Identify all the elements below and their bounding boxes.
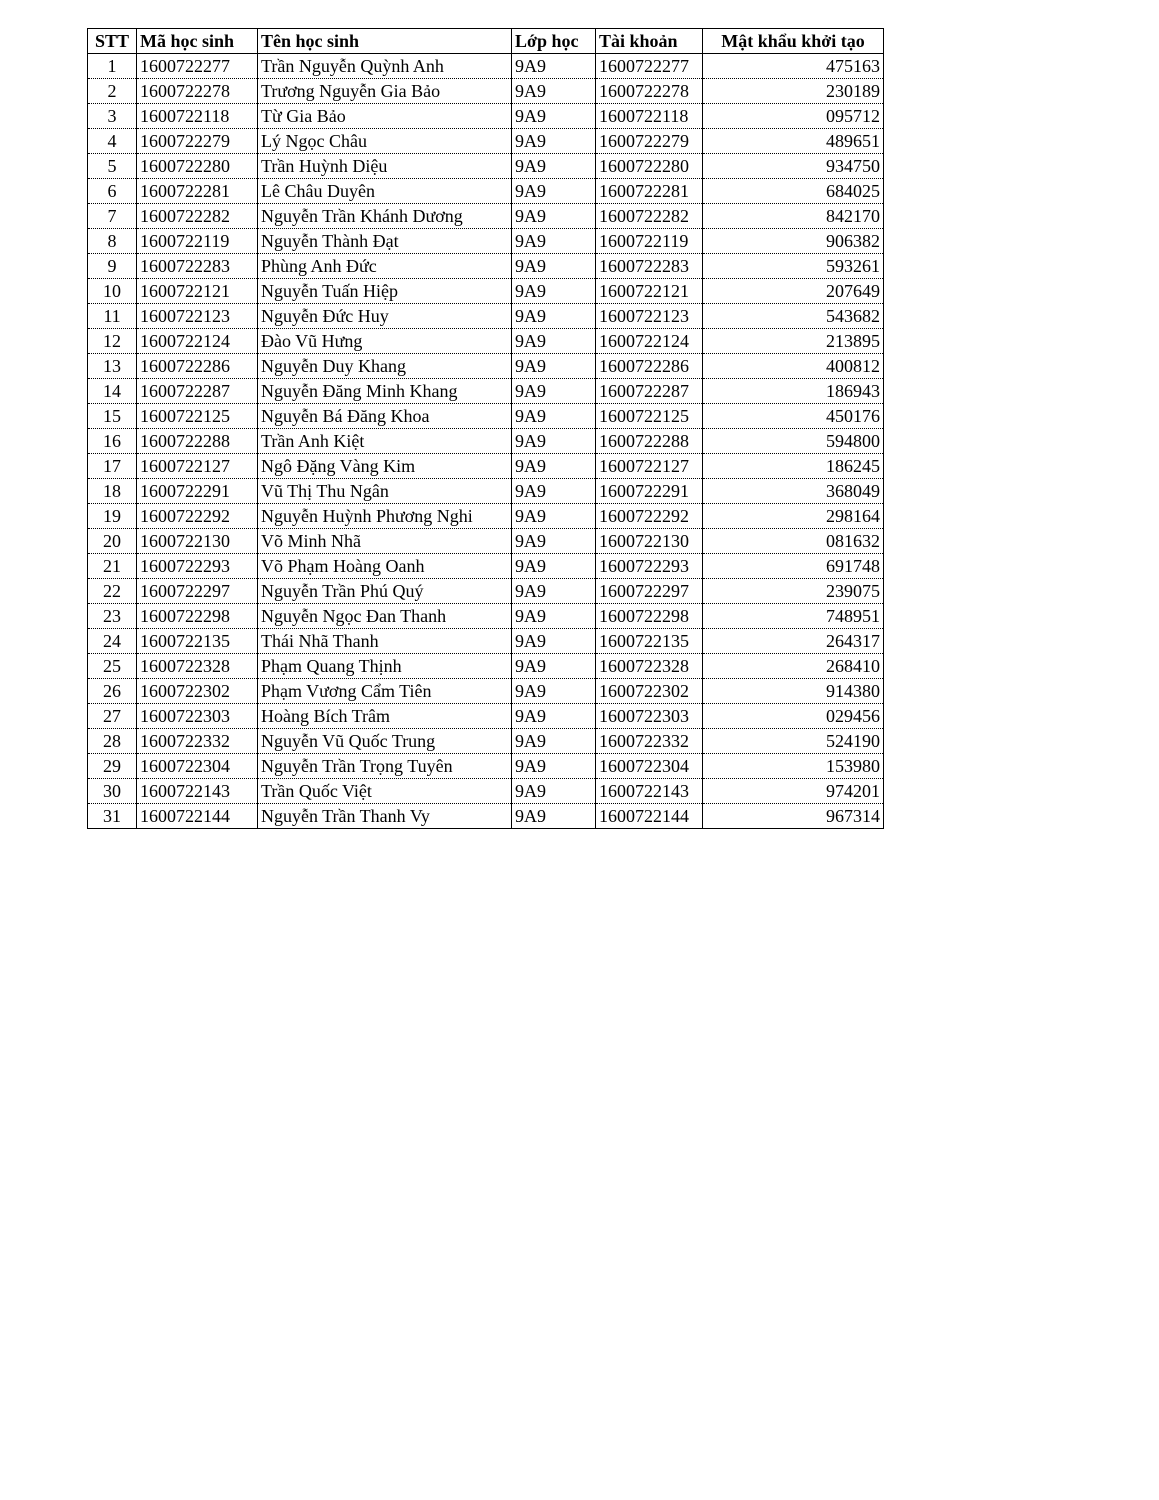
cell-student-id: 1600722277 xyxy=(137,54,258,79)
cell-student-name: Thái Nhã Thanh xyxy=(258,629,512,654)
cell-student-name: Võ Minh Nhã xyxy=(258,529,512,554)
cell-stt: 31 xyxy=(88,804,137,829)
table-row xyxy=(88,54,884,79)
cell-student-id: 1600722303 xyxy=(137,704,258,729)
cell-class: 9A9 xyxy=(512,454,596,479)
table-row xyxy=(88,254,884,279)
cell-account: 1600722302 xyxy=(596,679,703,704)
cell-account: 1600722279 xyxy=(596,129,703,154)
table-row xyxy=(88,154,884,179)
cell-stt: 13 xyxy=(88,354,137,379)
cell-initial-password: 967314 xyxy=(703,804,884,829)
table-row xyxy=(88,704,884,729)
cell-student-id: 1600722124 xyxy=(137,329,258,354)
cell-stt: 20 xyxy=(88,529,137,554)
cell-class: 9A9 xyxy=(512,604,596,629)
cell-student-id: 1600722288 xyxy=(137,429,258,454)
cell-student-name: Nguyễn Vũ Quốc Trung xyxy=(258,729,512,754)
cell-student-name: Trần Nguyễn Quỳnh Anh xyxy=(258,54,512,79)
cell-account: 1600722124 xyxy=(596,329,703,354)
table-row xyxy=(88,329,884,354)
cell-student-name: Nguyễn Trần Phú Quý xyxy=(258,579,512,604)
table-row xyxy=(88,654,884,679)
cell-student-name: Từ Gia Bảo xyxy=(258,104,512,129)
cell-class: 9A9 xyxy=(512,104,596,129)
cell-initial-password: 906382 xyxy=(703,229,884,254)
cell-student-id: 1600722143 xyxy=(137,779,258,804)
table-row xyxy=(88,804,884,829)
cell-initial-password: 207649 xyxy=(703,279,884,304)
table-row xyxy=(88,604,884,629)
cell-account: 1600722121 xyxy=(596,279,703,304)
cell-student-name: Phùng Anh Đức xyxy=(258,254,512,279)
cell-stt: 21 xyxy=(88,554,137,579)
cell-student-name: Nguyễn Đăng Minh Khang xyxy=(258,379,512,404)
table-row xyxy=(88,729,884,754)
cell-student-name: Nguyễn Trần Trọng Tuyên xyxy=(258,754,512,779)
table-row xyxy=(88,529,884,554)
cell-account: 1600722298 xyxy=(596,604,703,629)
cell-initial-password: 524190 xyxy=(703,729,884,754)
cell-class: 9A9 xyxy=(512,504,596,529)
table-row xyxy=(88,454,884,479)
cell-stt: 19 xyxy=(88,504,137,529)
cell-student-name: Đào Vũ Hưng xyxy=(258,329,512,354)
cell-initial-password: 748951 xyxy=(703,604,884,629)
cell-student-id: 1600722302 xyxy=(137,679,258,704)
cell-account: 1600722143 xyxy=(596,779,703,804)
cell-student-name: Nguyễn Trần Thanh Vy xyxy=(258,804,512,829)
cell-initial-password: 230189 xyxy=(703,79,884,104)
cell-student-name: Trần Quốc Việt xyxy=(258,779,512,804)
cell-account: 1600722287 xyxy=(596,379,703,404)
cell-class: 9A9 xyxy=(512,729,596,754)
cell-account: 1600722281 xyxy=(596,179,703,204)
cell-stt: 22 xyxy=(88,579,137,604)
table-body xyxy=(88,54,884,829)
cell-student-name: Nguyễn Đức Huy xyxy=(258,304,512,329)
cell-account: 1600722282 xyxy=(596,204,703,229)
cell-account: 1600722277 xyxy=(596,54,703,79)
cell-student-name: Võ Phạm Hoàng Oanh xyxy=(258,554,512,579)
cell-stt: 8 xyxy=(88,229,137,254)
header-initial-password: Mật khẩu khởi tạo xyxy=(703,29,884,54)
cell-initial-password: 239075 xyxy=(703,579,884,604)
table-row xyxy=(88,204,884,229)
cell-account: 1600722119 xyxy=(596,229,703,254)
cell-account: 1600722135 xyxy=(596,629,703,654)
cell-student-name: Lý Ngọc Châu xyxy=(258,129,512,154)
cell-account: 1600722286 xyxy=(596,354,703,379)
cell-initial-password: 153980 xyxy=(703,754,884,779)
cell-student-id: 1600722332 xyxy=(137,729,258,754)
table-row xyxy=(88,779,884,804)
cell-student-id: 1600722287 xyxy=(137,379,258,404)
cell-account: 1600722328 xyxy=(596,654,703,679)
cell-account: 1600722293 xyxy=(596,554,703,579)
cell-class: 9A9 xyxy=(512,579,596,604)
cell-student-id: 1600722286 xyxy=(137,354,258,379)
cell-stt: 4 xyxy=(88,129,137,154)
cell-stt: 10 xyxy=(88,279,137,304)
cell-account: 1600722123 xyxy=(596,304,703,329)
table-row xyxy=(88,304,884,329)
cell-stt: 5 xyxy=(88,154,137,179)
header-student-name: Tên học sinh xyxy=(258,29,512,54)
header-student-id: Mã học sinh xyxy=(137,29,258,54)
cell-initial-password: 684025 xyxy=(703,179,884,204)
cell-account: 1600722288 xyxy=(596,429,703,454)
cell-account: 1600722291 xyxy=(596,479,703,504)
cell-class: 9A9 xyxy=(512,279,596,304)
table-row xyxy=(88,279,884,304)
cell-initial-password: 264317 xyxy=(703,629,884,654)
cell-student-name: Hoàng Bích Trâm xyxy=(258,704,512,729)
cell-student-name: Nguyễn Duy Khang xyxy=(258,354,512,379)
cell-student-id: 1600722119 xyxy=(137,229,258,254)
cell-account: 1600722130 xyxy=(596,529,703,554)
cell-class: 9A9 xyxy=(512,79,596,104)
cell-stt: 25 xyxy=(88,654,137,679)
cell-class: 9A9 xyxy=(512,654,596,679)
cell-stt: 27 xyxy=(88,704,137,729)
cell-student-id: 1600722281 xyxy=(137,179,258,204)
cell-account: 1600722304 xyxy=(596,754,703,779)
cell-account: 1600722303 xyxy=(596,704,703,729)
cell-account: 1600722332 xyxy=(596,729,703,754)
cell-student-name: Ngô Đặng Vàng Kim xyxy=(258,454,512,479)
header-row xyxy=(88,29,884,54)
student-account-table xyxy=(87,28,884,829)
cell-initial-password: 095712 xyxy=(703,104,884,129)
cell-stt: 2 xyxy=(88,79,137,104)
cell-class: 9A9 xyxy=(512,779,596,804)
cell-initial-password: 029456 xyxy=(703,704,884,729)
cell-initial-password: 594800 xyxy=(703,429,884,454)
table-row xyxy=(88,104,884,129)
cell-class: 9A9 xyxy=(512,754,596,779)
cell-initial-password: 543682 xyxy=(703,304,884,329)
cell-account: 1600722144 xyxy=(596,804,703,829)
table-header xyxy=(88,29,884,54)
table-row xyxy=(88,754,884,779)
cell-student-name: Trần Anh Kiệt xyxy=(258,429,512,454)
cell-class: 9A9 xyxy=(512,179,596,204)
cell-initial-password: 974201 xyxy=(703,779,884,804)
table-row xyxy=(88,504,884,529)
table-row xyxy=(88,179,884,204)
cell-initial-password: 934750 xyxy=(703,154,884,179)
cell-initial-password: 691748 xyxy=(703,554,884,579)
cell-class: 9A9 xyxy=(512,429,596,454)
cell-initial-password: 842170 xyxy=(703,204,884,229)
table-row xyxy=(88,679,884,704)
cell-account: 1600722292 xyxy=(596,504,703,529)
cell-class: 9A9 xyxy=(512,254,596,279)
cell-stt: 7 xyxy=(88,204,137,229)
cell-student-id: 1600722279 xyxy=(137,129,258,154)
cell-student-id: 1600722328 xyxy=(137,654,258,679)
cell-student-id: 1600722127 xyxy=(137,454,258,479)
header-account: Tài khoản xyxy=(596,29,703,54)
cell-initial-password: 213895 xyxy=(703,329,884,354)
cell-student-name: Lê Châu Duyên xyxy=(258,179,512,204)
cell-account: 1600722283 xyxy=(596,254,703,279)
cell-initial-password: 475163 xyxy=(703,54,884,79)
cell-student-id: 1600722304 xyxy=(137,754,258,779)
cell-student-name: Vũ Thị Thu Ngân xyxy=(258,479,512,504)
cell-stt: 11 xyxy=(88,304,137,329)
cell-stt: 30 xyxy=(88,779,137,804)
cell-class: 9A9 xyxy=(512,629,596,654)
cell-stt: 15 xyxy=(88,404,137,429)
cell-class: 9A9 xyxy=(512,804,596,829)
table-row xyxy=(88,429,884,454)
cell-student-id: 1600722297 xyxy=(137,579,258,604)
cell-student-id: 1600722280 xyxy=(137,154,258,179)
cell-student-name: Trần Huỳnh Diệu xyxy=(258,154,512,179)
table-row xyxy=(88,554,884,579)
cell-student-name: Nguyễn Huỳnh Phương Nghi xyxy=(258,504,512,529)
cell-initial-password: 450176 xyxy=(703,404,884,429)
cell-account: 1600722125 xyxy=(596,404,703,429)
cell-stt: 6 xyxy=(88,179,137,204)
cell-class: 9A9 xyxy=(512,404,596,429)
cell-class: 9A9 xyxy=(512,354,596,379)
table-row xyxy=(88,354,884,379)
cell-initial-password: 400812 xyxy=(703,354,884,379)
cell-stt: 16 xyxy=(88,429,137,454)
cell-class: 9A9 xyxy=(512,554,596,579)
table-row xyxy=(88,229,884,254)
table-row xyxy=(88,379,884,404)
cell-class: 9A9 xyxy=(512,704,596,729)
cell-stt: 12 xyxy=(88,329,137,354)
cell-initial-password: 186245 xyxy=(703,454,884,479)
cell-student-id: 1600722278 xyxy=(137,79,258,104)
cell-stt: 28 xyxy=(88,729,137,754)
cell-student-id: 1600722130 xyxy=(137,529,258,554)
cell-stt: 26 xyxy=(88,679,137,704)
cell-stt: 3 xyxy=(88,104,137,129)
cell-initial-password: 268410 xyxy=(703,654,884,679)
cell-class: 9A9 xyxy=(512,229,596,254)
cell-student-name: Nguyễn Ngọc Đan Thanh xyxy=(258,604,512,629)
cell-class: 9A9 xyxy=(512,329,596,354)
cell-student-name: Nguyễn Trần Khánh Dương xyxy=(258,204,512,229)
cell-student-name: Phạm Vương Cẩm Tiên xyxy=(258,679,512,704)
cell-initial-password: 298164 xyxy=(703,504,884,529)
table-row xyxy=(88,79,884,104)
table-row xyxy=(88,629,884,654)
table-row xyxy=(88,404,884,429)
cell-student-id: 1600722123 xyxy=(137,304,258,329)
cell-student-id: 1600722118 xyxy=(137,104,258,129)
cell-class: 9A9 xyxy=(512,129,596,154)
cell-account: 1600722280 xyxy=(596,154,703,179)
cell-student-name: Nguyễn Tuấn Hiệp xyxy=(258,279,512,304)
header-stt: STT xyxy=(88,29,137,54)
cell-class: 9A9 xyxy=(512,679,596,704)
cell-student-id: 1600722282 xyxy=(137,204,258,229)
cell-student-id: 1600722121 xyxy=(137,279,258,304)
cell-account: 1600722118 xyxy=(596,104,703,129)
cell-student-name: Phạm Quang Thịnh xyxy=(258,654,512,679)
cell-student-id: 1600722292 xyxy=(137,504,258,529)
cell-student-id: 1600722291 xyxy=(137,479,258,504)
cell-account: 1600722278 xyxy=(596,79,703,104)
cell-stt: 9 xyxy=(88,254,137,279)
cell-class: 9A9 xyxy=(512,154,596,179)
cell-account: 1600722127 xyxy=(596,454,703,479)
cell-initial-password: 186943 xyxy=(703,379,884,404)
cell-stt: 29 xyxy=(88,754,137,779)
table-row xyxy=(88,479,884,504)
table-row xyxy=(88,129,884,154)
cell-class: 9A9 xyxy=(512,204,596,229)
cell-student-id: 1600722293 xyxy=(137,554,258,579)
cell-stt: 14 xyxy=(88,379,137,404)
cell-stt: 1 xyxy=(88,54,137,79)
cell-initial-password: 593261 xyxy=(703,254,884,279)
cell-student-id: 1600722135 xyxy=(137,629,258,654)
cell-class: 9A9 xyxy=(512,529,596,554)
cell-class: 9A9 xyxy=(512,379,596,404)
cell-class: 9A9 xyxy=(512,479,596,504)
cell-stt: 24 xyxy=(88,629,137,654)
header-class: Lớp học xyxy=(512,29,596,54)
cell-student-id: 1600722125 xyxy=(137,404,258,429)
cell-student-name: Nguyễn Bá Đăng Khoa xyxy=(258,404,512,429)
cell-account: 1600722297 xyxy=(596,579,703,604)
cell-stt: 23 xyxy=(88,604,137,629)
cell-initial-password: 489651 xyxy=(703,129,884,154)
cell-initial-password: 081632 xyxy=(703,529,884,554)
cell-initial-password: 368049 xyxy=(703,479,884,504)
cell-student-id: 1600722283 xyxy=(137,254,258,279)
cell-student-id: 1600722144 xyxy=(137,804,258,829)
cell-initial-password: 914380 xyxy=(703,679,884,704)
cell-class: 9A9 xyxy=(512,304,596,329)
cell-student-name: Trương Nguyễn Gia Bảo xyxy=(258,79,512,104)
cell-stt: 18 xyxy=(88,479,137,504)
cell-student-name: Nguyễn Thành Đạt xyxy=(258,229,512,254)
table-row xyxy=(88,579,884,604)
cell-class: 9A9 xyxy=(512,54,596,79)
cell-stt: 17 xyxy=(88,454,137,479)
cell-student-id: 1600722298 xyxy=(137,604,258,629)
